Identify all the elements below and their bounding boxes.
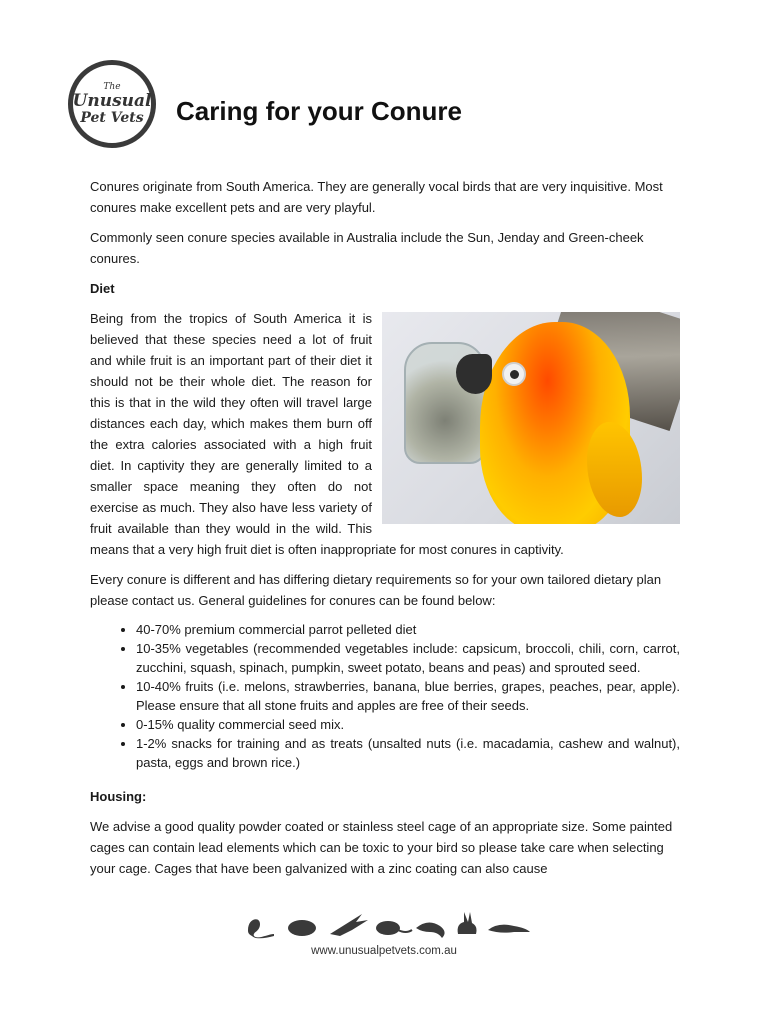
housing-paragraph-1: We advise a good quality powder coated or stainless steel cage of an appropriate size. Some painted cages can contain lead elements which can be toxic to your bird so please take care when selecting your cage. Cages that have been galvanized with a zinc coating can also cause — [90, 819, 673, 876]
photo-conure-beak — [456, 354, 492, 394]
rabbit-icon — [458, 912, 477, 934]
diet-heading: Diet — [90, 281, 115, 296]
list-item: • 10-40% fruits (i.e. melons, strawberries, banana, blue berries, grapes, peaches, pear, apple). Please ensure that all stone fruits and apples are free of their seeds. — [136, 677, 680, 715]
page-title: Caring for your Conure — [176, 96, 463, 126]
list-item: • 1-2% snacks for training and as treats (unsalted nuts (i.e. macadamia, cashew and walnut), pasta, eggs and brown rice.) — [136, 734, 680, 772]
animal-silhouettes-icon — [244, 908, 534, 940]
guinea-pig-icon — [288, 920, 316, 936]
lizard-icon — [416, 922, 445, 938]
intro-paragraph-1: Conures originate from South America. They are generally vocal birds that are very inquisitive. Most conures make excellent pets and are very playful. — [90, 179, 663, 215]
bird-icon — [330, 914, 368, 936]
ferret-icon — [488, 925, 530, 933]
diet-guidelines-list — [90, 620, 680, 772]
sun-conure-photo — [382, 312, 680, 524]
snake-icon — [248, 919, 274, 938]
logo-line-3: Pet Vets — [80, 110, 144, 126]
logo-line-2: Unusual — [72, 91, 152, 111]
photo-conure-eye — [502, 362, 526, 386]
clinic-logo — [68, 60, 156, 148]
document-body — [90, 176, 680, 888]
diet-paragraph-1: Being from the tropics of South America it is believed that these species need a lot of fruit and while fruit is an important part of their diet it should not be their whole diet. The reason for this is that in the wild they often will travel large distances each day, which makes them burn off the extra calories associated with a high fruit diet. In captivity they are generally limited to a smaller space meaning they often do not exercise as much. They also have less variety of fruit available than they would in the wild. This means that a very high fruit diet is often inappropriate for most conures in captivity. — [90, 311, 564, 557]
list-item: • 40-70% premium commercial parrot pelleted diet — [136, 620, 680, 639]
list-item: • 0-15% quality commercial seed mix. — [136, 715, 680, 734]
list-item: • 10-35% vegetables (recommended vegetables include: capsicum, broccoli, chili, corn, carrot, zucchini, squash, spinach, pumpkin, sweet potato, beans and peas) and sprouted seed. — [136, 639, 680, 677]
diet-paragraph-2: Every conure is different and has differing dietary requirements so for your own tailored dietary plan please contact us. General guidelines for conures can be found below: — [90, 572, 662, 608]
intro-paragraph-2: Commonly seen conure species available in Australia include the Sun, Jenday and Green-cheek conures. — [90, 230, 644, 266]
housing-heading: Housing: — [90, 789, 147, 804]
rat-icon — [376, 921, 400, 935]
logo-line-1: The — [103, 82, 121, 92]
footer-website-url: www.unusualpetvets.com.au — [311, 945, 457, 957]
rat-tail-icon — [398, 930, 412, 932]
